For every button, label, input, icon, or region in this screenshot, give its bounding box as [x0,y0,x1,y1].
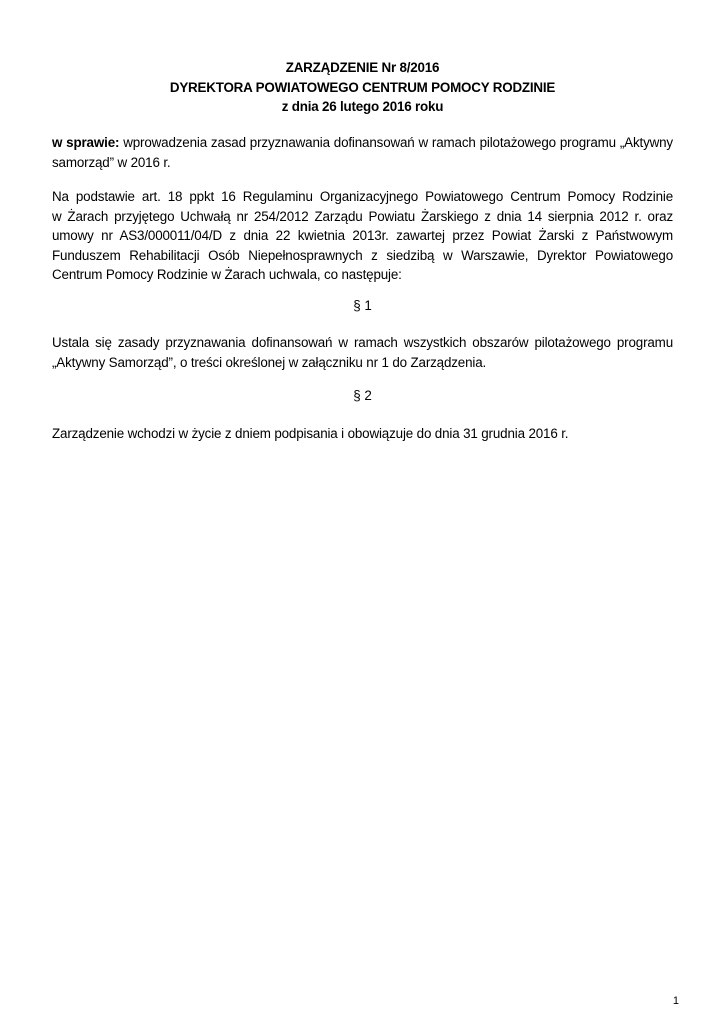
subject-text-line-1: wprowadzenia zasad przyznawania dofinansowań w ramach pilotażowego programu „Aktywny [119,135,673,150]
section-2-text: Zarządzenie wchodzi w życie z dniem podpisania i obowiązuje do dnia 31 grudnia 2016 r. [52,426,569,441]
legal-basis-paragraph [52,187,673,285]
subject-label: w sprawie: [52,135,120,150]
section-2-paragraph [52,424,673,444]
subject-paragraph [52,133,673,172]
document-header [52,58,673,117]
section-1-line: „Aktywny Samorząd”, o treści określonej w załączniku nr 1 do Zarządzenia. [52,354,487,370]
page-number: 1 [672,995,679,1007]
section-2-mark: § 2 [353,388,372,403]
legal-basis-line: Na podstawie art. 18 ppkt 16 Regulaminu Organizacyjnego Powiatowego Centrum Pomocy Rodzinie [52,189,673,204]
legal-basis-line: Centrum Pomocy Rodzinie w Żarach uchwala, co następuje: [52,267,402,282]
section-1-mark: § 1 [353,298,372,313]
legal-basis-line: umowy nr AS3/000011/04/D z dnia 22 kwietnia 2013r. zawartej przez Powiat Żarski z Państwowym [52,228,673,243]
legal-basis-line: Funduszem Rehabilitacji Osób Niepełnosprawnych z siedzibą w Warszawie, Dyrektor Powiatowego [52,247,673,263]
document-issuer: DYREKTORA POWIATOWEGO CENTRUM POMOCY RODZINIE [169,79,556,95]
document-title: ZARZĄDZENIE Nr 8/2016 [285,60,440,75]
section-1-paragraph [52,333,673,372]
legal-basis-line: w Żarach przyjętego Uchwałą nr 254/2012 Zarządu Powiatu Żarskiego z dnia 14 sierpnia 2012 r. oraz [52,208,673,224]
document-date: z dnia 26 lutego 2016 roku [281,99,444,114]
section-1-line: Ustala się zasady przyznawania dofinansowań w ramach wszystkich obszarów pilotażowego programu [52,335,673,350]
subject-text-line-2: samorząd” w 2016 r. [52,154,171,170]
